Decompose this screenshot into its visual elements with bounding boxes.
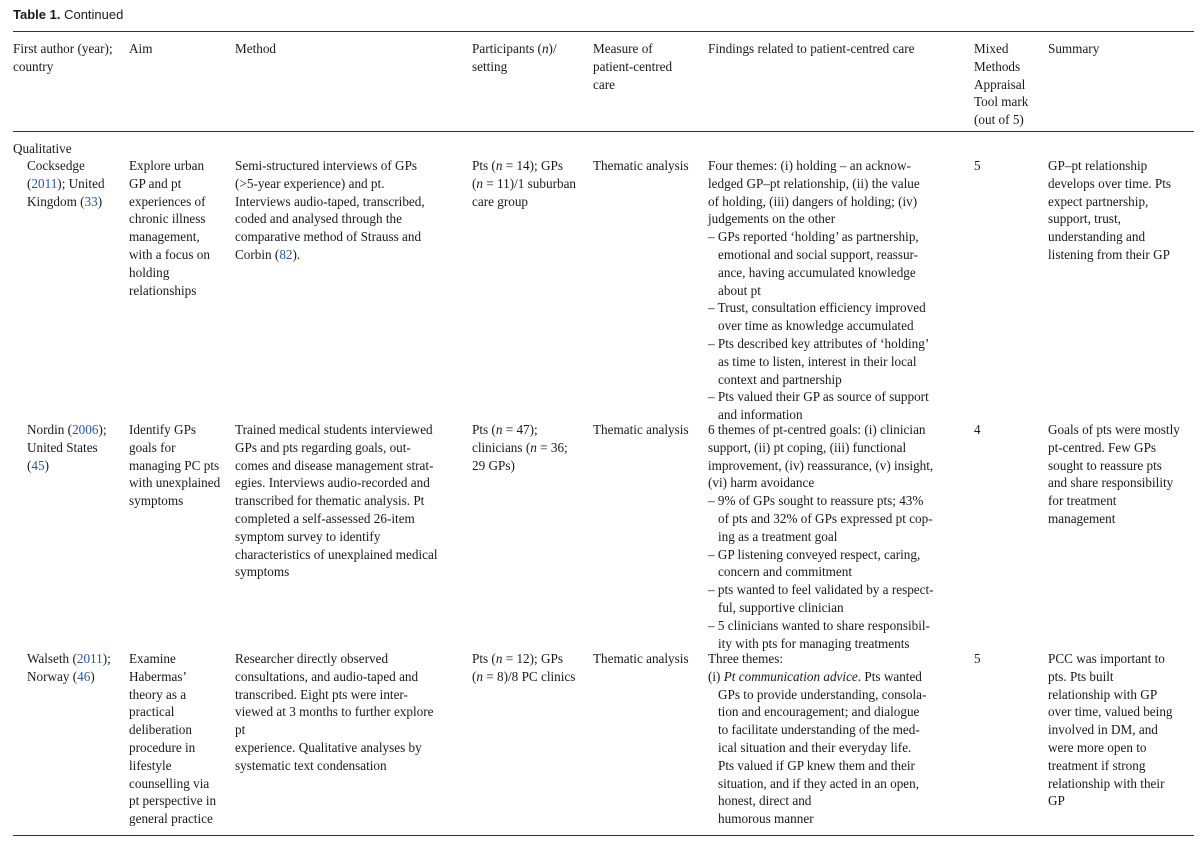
cell-line: relationship with their <box>1048 775 1165 791</box>
cell-line: GP <box>1048 793 1065 809</box>
column-header <box>235 40 276 58</box>
cell-line: – GP listening conveyed respect, caring, <box>708 546 921 562</box>
cell-line: Habermas’ <box>129 668 187 684</box>
cell-line: Thematic analysis <box>593 651 689 666</box>
table-cell-summary <box>1048 157 1171 264</box>
cell-line: ledged GP–pt relationship, (ii) the value <box>708 175 920 191</box>
cell-line: Measure of <box>593 41 653 56</box>
cell-line: and share responsibility <box>1048 475 1174 491</box>
cell-line: Semi-structured interviews of GPs <box>235 158 418 173</box>
cell-line: Trained medical students interviewed <box>235 422 433 437</box>
cell-line: comes and disease management strat- <box>235 457 434 473</box>
column-header <box>472 40 557 76</box>
cell-line: (2011); United <box>27 175 105 191</box>
table-cell-findings <box>708 157 929 424</box>
table-cell-measure <box>593 650 689 668</box>
cell-line: – Pts valued their GP as source of support <box>708 389 929 405</box>
table-cell-participants <box>472 157 576 210</box>
cell-line: (vi) harm avoidance <box>708 475 815 491</box>
cell-line: pt <box>235 722 246 738</box>
cell-line: deliberation <box>129 722 192 738</box>
cell-line: symptoms <box>235 564 290 580</box>
column-header <box>593 40 672 93</box>
cell-line: emotional and social support, reassur- <box>718 246 919 262</box>
cell-line: of pts and 32% of GPs expressed pt cop- <box>718 510 933 526</box>
cell-line: situation, and if they acted in an open, <box>718 775 920 791</box>
cell-line: ity with pts for managing treatments <box>718 635 910 651</box>
cell-line: relationship with GP <box>1048 686 1158 702</box>
table-cell-aim <box>129 650 216 828</box>
cell-line: experiences of <box>129 193 206 209</box>
cell-line: general practice <box>129 811 213 827</box>
cell-line: 5 <box>974 651 981 666</box>
cell-line: about pt <box>718 282 761 298</box>
cell-line: completed a self-assessed 26-item <box>235 510 415 526</box>
cell-line: ful, supportive clinician <box>718 599 844 615</box>
cell-line: experience. Qualitative analyses by <box>235 739 422 755</box>
cell-line: symptoms <box>129 493 184 509</box>
cell-line: care <box>593 76 615 92</box>
cell-line: comparative method of Strauss and <box>235 229 422 245</box>
cell-line: of holding, (iii) dangers of holding; (iv) <box>708 193 918 209</box>
cell-line: symptom survey to identify <box>235 528 381 544</box>
cell-line: Summary <box>1048 41 1100 56</box>
cell-line: characteristics of unexplained medical <box>235 546 438 562</box>
cell-line: 5 <box>974 158 981 173</box>
cell-line: clinicians (n = 36; <box>472 439 568 455</box>
bottom-rule <box>13 835 1194 836</box>
cell-line: coded and analysed through the <box>235 211 402 227</box>
cell-line: Thematic analysis <box>593 158 689 173</box>
section-label: Qualitative <box>13 141 72 156</box>
cell-line: – GPs reported ‘holding’ as partnership, <box>708 229 919 245</box>
table-cell-findings <box>708 421 934 652</box>
cell-line: GP and pt <box>129 175 182 191</box>
cell-line: Thematic analysis <box>593 422 689 437</box>
table-caption-text: Continued <box>64 7 124 22</box>
cell-line: support, trust, <box>1048 211 1121 227</box>
cell-line: Four themes: (i) holding – an acknow- <box>708 158 911 173</box>
cell-line: Interviews audio-taped, transcribed, <box>235 193 425 209</box>
cell-line: to facilitate understanding of the med- <box>718 722 920 738</box>
column-header <box>1048 40 1099 58</box>
cell-line: Appraisal <box>974 76 1026 92</box>
cell-line: (n = 11)/1 suburban <box>472 175 577 191</box>
cell-line: setting <box>472 58 508 74</box>
cell-line: – Pts described key attributes of ‘holding’ <box>708 335 930 351</box>
cell-line: understanding and <box>1048 229 1146 245</box>
table-caption <box>13 7 123 22</box>
cell-line: treatment if strong <box>1048 757 1146 773</box>
cell-line: relationships <box>129 282 197 298</box>
cell-line: for treatment <box>1048 493 1117 509</box>
cell-line: Pts (n = 12); GPs <box>472 651 563 666</box>
cell-line: – pts wanted to feel validated by a respect- <box>708 582 934 598</box>
cell-line: ical situation and their everyday life. <box>718 739 912 755</box>
cell-line: Pts (n = 47); <box>472 422 538 437</box>
cell-line: tion and encouragement; and dialogue <box>718 704 920 720</box>
cell-line: Researcher directly observed <box>235 651 389 666</box>
table-cell-author <box>27 650 111 686</box>
cell-line: Examine <box>129 651 176 666</box>
cell-line: transcribed for thematic analysis. Pt <box>235 493 425 509</box>
cell-line: Three themes: <box>708 651 784 666</box>
table-cell-mark <box>974 157 981 175</box>
header-rule <box>13 131 1194 132</box>
column-header <box>974 40 1028 129</box>
cell-line: Pts valued if GP knew them and their <box>718 757 915 773</box>
cell-line: holding <box>129 264 170 280</box>
cell-line: involved in DM, and <box>1048 722 1158 738</box>
cell-line: Participants (n)/ <box>472 41 557 56</box>
cell-line: pts. Pts built <box>1048 668 1114 684</box>
table-cell-method <box>235 650 434 775</box>
cell-line: listening from their GP <box>1048 246 1170 262</box>
cell-line: – 9% of GPs sought to reassure pts; 43% <box>708 493 924 509</box>
cell-line: Tool mark <box>974 94 1029 110</box>
column-header <box>129 40 152 58</box>
cell-line: concern and commitment <box>718 564 853 580</box>
cell-line: humorous manner <box>718 811 814 827</box>
cell-line: management <box>1048 510 1116 526</box>
table-cell-summary <box>1048 421 1180 528</box>
table-cell-mark <box>974 650 981 668</box>
cell-line: managing PC pts <box>129 457 220 473</box>
cell-line: goals for <box>129 439 176 455</box>
table-cell-measure <box>593 421 689 439</box>
cell-line: First author (year); <box>13 41 113 56</box>
cell-line: ing as a treatment goal <box>718 528 838 544</box>
cell-line: 29 GPs) <box>472 457 515 473</box>
cell-line: (n = 8)/8 PC clinics <box>472 668 576 684</box>
cell-line: honest, direct and <box>718 793 812 809</box>
cell-line: improvement, (iv) reassurance, (v) insight, <box>708 457 934 473</box>
cell-line: care group <box>472 193 529 209</box>
cell-line: (i) Pt communication advice. Pts wanted <box>708 668 922 684</box>
cell-line: over time, valued being <box>1048 704 1173 720</box>
cell-line: patient-centred <box>593 58 673 74</box>
cell-line: Mixed <box>974 41 1009 56</box>
cell-line: consultations, and audio-taped and <box>235 668 419 684</box>
cell-line: Pts (n = 14); GPs <box>472 158 563 173</box>
cell-line: Nordin (2006); <box>27 422 107 437</box>
cell-line: Explore urban <box>129 158 205 173</box>
cell-line: sought to reassure pts <box>1048 457 1162 473</box>
table-cell-author <box>27 157 105 210</box>
cell-line: (>5-year experience) and pt. <box>235 175 385 191</box>
cell-line: systematic text condensation <box>235 757 387 773</box>
cell-line: viewed at 3 months to further explore <box>235 704 434 720</box>
cell-line: egies. Interviews audio-recorded and <box>235 475 430 491</box>
cell-line: 4 <box>974 422 981 437</box>
table-cell-author <box>27 421 107 474</box>
cell-line: GPs and pts regarding goals, out- <box>235 439 411 455</box>
cell-line: Kingdom (33) <box>27 193 103 209</box>
cell-line: PCC was important to <box>1048 651 1165 666</box>
cell-line: 6 themes of pt-centred goals: (i) clinician <box>708 422 926 437</box>
cell-line: GPs to provide understanding, consola- <box>718 686 927 702</box>
cell-line: were more open to <box>1048 739 1147 755</box>
cell-line: lifestyle <box>129 757 172 773</box>
table-cell-findings <box>708 650 926 828</box>
cell-line: Method <box>235 41 277 56</box>
table-cell-aim <box>129 421 220 510</box>
cell-line: theory as a <box>129 686 187 702</box>
cell-line: Norway (46) <box>27 668 95 684</box>
cell-line: Goals of pts were mostly <box>1048 422 1180 437</box>
cell-line: (45) <box>27 457 49 473</box>
cell-line: procedure in <box>129 739 196 755</box>
table-caption-label: Table 1. <box>13 7 61 22</box>
cell-line: Aim <box>129 41 153 56</box>
cell-line: management, <box>129 229 200 245</box>
table-cell-method <box>235 157 425 264</box>
cell-line: pt-centred. Few GPs <box>1048 439 1157 455</box>
cell-line: practical <box>129 704 175 720</box>
cell-line: chronic illness <box>129 211 206 227</box>
table-cell-participants <box>472 421 568 474</box>
cell-line: support, (ii) pt coping, (iii) functional <box>708 439 907 455</box>
cell-line: pt perspective in <box>129 793 217 809</box>
cell-line: – Trust, consultation efficiency improved <box>708 300 926 316</box>
cell-line: with unexplained <box>129 475 221 491</box>
cell-line: Cocksedge <box>27 158 85 173</box>
cell-line: over time as knowledge accumulated <box>718 318 914 334</box>
top-rule <box>13 31 1194 32</box>
cell-line: Corbin (82). <box>235 246 301 262</box>
cell-line: context and partnership <box>718 371 842 387</box>
table-cell-measure <box>593 157 689 175</box>
column-header <box>708 40 915 58</box>
cell-line: Identify GPs <box>129 422 197 437</box>
cell-line: United States <box>27 439 98 455</box>
cell-line: develops over time. Pts <box>1048 175 1172 191</box>
table-cell-method <box>235 421 437 581</box>
cell-line: (out of 5) <box>974 112 1024 128</box>
column-header <box>13 40 113 76</box>
cell-line: Methods <box>974 58 1021 74</box>
cell-line: country <box>13 58 54 74</box>
cell-line: judgements on the other <box>708 211 836 227</box>
cell-line: – 5 clinicians wanted to share responsibil- <box>708 617 930 633</box>
cell-line: Findings related to patient-centred care <box>708 41 915 56</box>
cell-line: and information <box>718 407 803 423</box>
cell-line: Walseth (2011); <box>27 651 111 666</box>
cell-line: GP–pt relationship <box>1048 158 1148 173</box>
table-cell-participants <box>472 650 575 686</box>
table-cell-aim <box>129 157 210 299</box>
cell-line: transcribed. Eight pts were inter- <box>235 686 408 702</box>
cell-line: with a focus on <box>129 246 210 262</box>
cell-line: ance, having accumulated knowledge <box>718 264 916 280</box>
cell-line: expect partnership, <box>1048 193 1149 209</box>
cell-line: as time to listen, interest in their local <box>718 353 917 369</box>
cell-line: counselling via <box>129 775 210 791</box>
table-cell-mark <box>974 421 981 439</box>
table-cell-summary <box>1048 650 1173 810</box>
